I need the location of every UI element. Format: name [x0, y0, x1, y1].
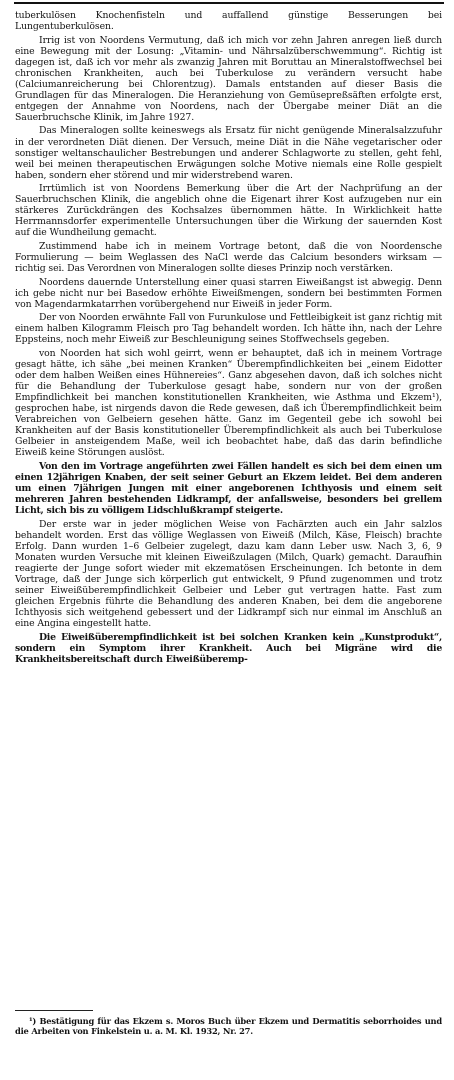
paragraph-10: Der erste war in jeder möglichen Weise von Fachärzten auch ein Jahr salzlos behandelt worden. Erst das völlige Weglassen von Eiweiß (Milch, Käse, Fleisch) brachte Erfolg. Dann wurden 1–6 Gelbeier zugelegt, dazu kam dann Leber usw. Nach 3, 6, 9 Monaten wurden Versuche mit kleinen Eiweißzulagen (Milch, Quark) gemacht. Daraufhin reagierte der Junge sofort wieder mit ekzematösen Erscheinungen. Ich betonte in dem Vortrage, daß der Junge sich körperlich gut entwickelt, 9 Pfund zugenommen und trotz seiner Eiweißüberempfindlichkeit Gelbeier und Leber gut vertragen hatte. Fast zum gleichen Ergebnis führte die Behandlung des anderen Knaben, bei dem die angeborene Ichthyosis sich weitgehend gebessert und der Lidkrampf sich nur einmal im Anschluß an eine Angina eingestellt hatte. [15, 518, 442, 629]
footnote-text: ¹) Bestätigung für das Ekzem s. Moros Buch über Ekzem und Dermatitis seborrhoides und die Arbeiten von Finkelstein u. a. M. Kl. 1932, Nr. 27. [15, 1016, 442, 1037]
paragraph-3: Das Mineralogen sollte keineswegs als Ersatz für nicht genügende Mineralsalzzufuhr in der verordneten Diät dienen. Der Versuch, meine Diät in die Nähe vegetarischer oder sonstiger weltanschaulicher Bestrebungen und anderer Schlagworte zu stellen, geht fehl, weil bei meinen therapeutischen Erwägungen solche Motive niemals eine Rolle gespielt haben, sondern eher störend und mir widerstrebend waren. [15, 125, 442, 181]
paragraph-1: tuberkulösen Knochenfisteln und auffallend günstige Besserungen bei Lungentuberkulösen. [15, 10, 442, 33]
paragraph-11: Die Eiweißüberempfindlichkeit ist bei solchen Kranken kein „Kunstprodukt“, sondern ein Symptom ihrer Krankheit. Auch bei Migräne wird die Krankheitsbereitschaft durch Eiweißüberemp- [15, 631, 442, 665]
text-column [15, 10, 442, 667]
paragraph-7: Der von Noorden erwähnte Fall von Furunkulose und Fettleibigkeit ist ganz richtig mit einem halben Kilogramm Fleisch pro Tag behandelt worden. Ich hätte ihn, nach der Lehre Eppsteins, noch mehr Eiweiß zur Beschleunigung seines Stoffwechsels gegeben. [15, 312, 442, 346]
top-rule [14, 2, 444, 4]
footnote [15, 1016, 442, 1037]
paragraph-4: Irrtümlich ist von Noordens Bemerkung über die Art der Nachprüfung an der Sauerbruchschen Klinik, die angeblich ohne die Eigenart ihrer Kost aufzugeben nur ein stärkeres Zurückdrängen des Kochsalzes übernommen hätte. In Wirklichkeit hatte Herrmannsdorfer experimentelle Untersuchungen über die Wirkung der sauernden Kost auf die Wundheilung gemacht. [15, 183, 442, 239]
paragraph-2: Irrig ist von Noordens Vermutung, daß ich mich vor zehn Jahren anregen ließ durch eine Bewegung mit der Losung: „Vitamin- und Nährsalzüberschwemmung“. Richtig ist dagegen ist, daß ich vor mehr als zwanzig Jahren mit Boruttau an Mineralstoffwechsel bei chronischen Krankheiten, auch bei Tuberkulose zu verändern versucht habe (Calciumanreicherung bei Chlorentzug). Damals entstanden auf dieser Basis die Grundlagen für das Mineralogen. Die Heranziehung von Gemüsepreßsäften erfolgte erst, entgegen der Annahme von Noordens, nach der Übergabe meiner Diät an die Sauerbruchsche Klinik, im Jahre 1927. [15, 34, 442, 123]
paragraph-9: Von den im Vortrage angeführten zwei Fällen handelt es sich bei dem einen um einen 12jährigen Knaben, der seit seiner Geburt an Ekzem leidet. Bei dem anderen um einen 7jährigen Jungen mit einer angeborenen Ichthyosis und einem seit mehreren Jahren bestehenden Lidkrampf, der anfallsweise, besonders bei grellem Licht, sich bis zu völligem Lidschlußkrampf steigerte. [15, 460, 442, 517]
footnote-divider [15, 1010, 93, 1011]
paragraph-6: Noordens dauernde Unterstellung einer quasi starren Eiweißangst ist abwegig. Denn ich gebe nicht nur bei Basedow erhöhte Eiweißmengen, sondern bei bestimmten Formen von Magendarmkatarrhen vorübergehend nur Eiweiß in jeder Form. [15, 276, 442, 310]
paragraph-8: von Noorden hat sich wohl geirrt, wenn er behauptet, daß ich in meinem Vortrage gesagt hätte, ich sähe „bei meinen Kranken“ Überempfindlichkeiten bei „einem Eidotter oder dem halben Weißen eines Hühnereies“. Ganz abgesehen davon, daß ich solches nicht für die Behandlung der Tuberkulose gesagt habe, sondern nur von der großen Empfindlichkeit bei manchen konstitutionellen Krankheiten, wie Asthma und Ekzem¹), gesprochen habe, ist nirgends davon die Rede gewesen, daß ich Überempfindlichkeit beim Verabreichen von Gelbeiern gesehen hätte. Ganz im Gegenteil gebe ich sowohl bei Krankheiten auf der Basis konstitutioneller Überempfindlichkeit als auch bei Tuberkulose Gelbeier in ansteigendem Maße, weil ich beobachtet habe, daß das darin befindliche Eiweiß keine Störungen auslöst. [15, 347, 442, 459]
paragraph-5: Zustimmend habe ich in meinem Vortrage betont, daß die von Noordensche Formulierung — beim Weglassen des NaCl werde das Calcium besonders wirksam — richtig sei. Das Verordnen von Mineralogen sollte dieses Prinzip noch verstärken. [15, 240, 442, 275]
